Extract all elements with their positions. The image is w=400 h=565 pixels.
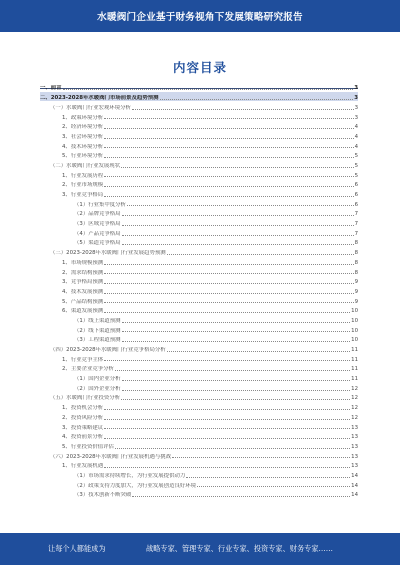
toc-dot-leader	[104, 118, 353, 119]
toc-entry-title: （三）2023-2028年水暖阀门行业发展趋势预测	[50, 250, 166, 257]
toc-entry-page: 3	[354, 95, 358, 102]
toc-entry-page: 12	[351, 414, 358, 421]
toc-entry[interactable]	[40, 392, 358, 402]
toc-entry[interactable]	[40, 121, 358, 131]
toc-dot-leader	[121, 399, 350, 400]
toc-dot-leader	[127, 205, 354, 206]
toc-entry-title: 1、行业发展机遇	[62, 463, 104, 470]
toc-entry-title: （二）水暖阀门行业发展现状	[50, 162, 121, 169]
toc-dot-leader	[121, 167, 353, 168]
toc-entry[interactable]	[40, 489, 358, 499]
toc-entry[interactable]	[40, 315, 358, 325]
toc-entry-page: 4	[354, 133, 358, 140]
toc-entry-page: 5	[354, 153, 358, 160]
toc-dot-leader	[122, 225, 354, 226]
toc-entry-page: 14	[351, 482, 358, 489]
toc-entry[interactable]	[40, 450, 358, 460]
toc-entry-title: 二、2023-2028年水暖阀门市场前景及趋势预测	[40, 95, 159, 102]
toc-dot-leader	[132, 496, 350, 497]
toc-entry-page: 13	[351, 424, 358, 431]
toc-entry[interactable]	[40, 479, 358, 489]
toc-entry[interactable]	[40, 353, 358, 363]
toc-dot-leader	[160, 99, 354, 100]
toc-entry[interactable]	[40, 92, 358, 102]
toc-entry[interactable]	[40, 305, 358, 315]
toc-entry[interactable]	[40, 344, 358, 354]
toc-entry-page: 13	[351, 453, 358, 460]
toc-dot-leader	[122, 380, 351, 381]
toc-dot-leader	[122, 341, 351, 342]
toc-entry[interactable]	[40, 189, 358, 199]
toc-entry[interactable]	[40, 295, 358, 305]
toc-entry-title: （2）品牌竞争格局	[74, 211, 121, 218]
toc-entry[interactable]	[40, 334, 358, 344]
toc-entry-page: 7	[354, 230, 358, 237]
toc-entry-title: 3、竞争格局预测	[62, 279, 104, 286]
toc-dot-leader	[132, 109, 354, 110]
toc-entry[interactable]	[40, 276, 358, 286]
toc-entry[interactable]	[40, 160, 358, 170]
toc-entry-title: 5、行业投资价值评估	[62, 443, 114, 450]
toc-entry-page: 9	[354, 279, 358, 286]
toc-entry[interactable]	[40, 237, 358, 247]
toc-entry-page: 6	[354, 192, 358, 199]
toc-entry[interactable]	[40, 247, 358, 257]
toc-entry-page: 10	[351, 308, 358, 315]
toc-entry-page: 9	[354, 298, 358, 305]
toc-entry-title: （3）区域竞争格局	[74, 221, 121, 228]
toc-entry-page: 9	[354, 288, 358, 295]
toc-entry[interactable]	[40, 382, 358, 392]
toc-entry[interactable]	[40, 169, 358, 179]
toc-entry-title: 2、投资风险分析	[62, 414, 104, 421]
toc-entry[interactable]	[40, 150, 358, 160]
toc-entry-page: 14	[351, 472, 358, 479]
toc-entry[interactable]	[40, 440, 358, 450]
toc-entry-page: 3	[354, 104, 358, 111]
report-header	[0, 0, 400, 32]
toc-entry-page: 8	[354, 250, 358, 257]
toc-dot-leader	[104, 273, 353, 274]
footer-slogan-right: 战略专家、管理专家、行业专家、投资专家、财务专家……	[146, 544, 333, 553]
toc-entry-page: 3	[354, 85, 358, 92]
toc-entry-title: （1）国内企业分析	[74, 376, 121, 383]
toc-dot-leader	[104, 419, 350, 420]
toc-entry-title: （四）2023-2028年水暖阀门行业竞争格局分析	[50, 347, 166, 354]
toc-entry-title: （2）线下渠道预测	[74, 327, 121, 334]
toc-dot-leader	[104, 467, 350, 468]
toc-entry[interactable]	[40, 256, 358, 266]
toc-entry-page: 5	[354, 172, 358, 179]
toc-entry-page: 13	[351, 443, 358, 450]
toc-entry-title: 1、行业竞争主体	[62, 356, 104, 363]
toc-entry[interactable]	[40, 179, 358, 189]
toc-entry[interactable]	[40, 470, 358, 480]
toc-entry-page: 11	[351, 366, 358, 373]
toc-entry-page: 8	[354, 259, 358, 266]
toc-dot-leader	[122, 322, 351, 323]
toc-entry[interactable]	[40, 460, 358, 470]
toc-dot-leader	[104, 360, 350, 361]
toc-entry[interactable]	[40, 82, 358, 92]
toc-dot-leader	[122, 215, 354, 216]
report-title: 水暖阀门企业基于财务视角下发展策略研究报告	[97, 12, 303, 23]
toc-entry-title: （一）水暖阀门行业宏观环境分析	[50, 104, 131, 111]
toc-entry-title: （六）2023-2028年水暖阀门行业发展机遇与挑战	[50, 453, 172, 460]
toc-entry-title: 3、社会环境分析	[62, 133, 104, 140]
toc-entry-title: 2、需求结构预测	[62, 269, 104, 276]
toc-entry-page: 4	[354, 124, 358, 131]
toc-entry[interactable]	[40, 373, 358, 383]
toc-entry-title: 1、行业发展历程	[62, 172, 104, 179]
toc-entry-title: （五）水暖阀门行业投资分析	[50, 395, 121, 402]
toc-entry-title: （4）产品竞争格局	[74, 230, 121, 237]
toc-entry-page: 5	[354, 162, 358, 169]
toc-entry-page: 11	[351, 376, 358, 383]
toc-entry-title: （1）市场需求持续增长，为行业发展提供动力	[74, 472, 186, 479]
toc-entry-page: 7	[354, 221, 358, 228]
toc-entry[interactable]	[40, 324, 358, 334]
toc-entry-title: （1）行业集中度分析	[74, 201, 126, 208]
table-of-contents	[40, 82, 358, 499]
toc-entry[interactable]	[40, 208, 358, 218]
toc-dot-leader	[104, 157, 353, 158]
toc-dot-leader	[104, 128, 353, 129]
toc-entry-title: 2、行业市场规模	[62, 182, 104, 189]
toc-entry[interactable]	[40, 402, 358, 412]
toc-entry[interactable]	[40, 218, 358, 228]
toc-entry-title: 6、渠道发展预测	[62, 308, 104, 315]
toc-dot-leader	[104, 283, 353, 284]
toc-dot-leader	[63, 89, 354, 90]
toc-entry[interactable]	[40, 101, 358, 111]
toc-entry-page: 14	[351, 492, 358, 499]
toc-entry-title: 5、行业环境分析	[62, 153, 104, 160]
toc-dot-leader	[122, 235, 354, 236]
toc-dot-leader	[115, 448, 350, 449]
toc-entry-page: 12	[351, 395, 358, 402]
toc-entry-page: 13	[351, 463, 358, 470]
toc-entry-title: 1、政策环境分析	[62, 114, 104, 121]
toc-entry-title: （5）渠道竞争格局	[74, 240, 121, 247]
toc-entry-page: 8	[354, 240, 358, 247]
toc-entry[interactable]	[40, 140, 358, 150]
toc-dot-leader	[104, 186, 353, 187]
toc-entry-page: 11	[351, 347, 358, 354]
toc-entry-title: （2）政策支持力度加大，为行业发展创造良好环境	[74, 482, 197, 489]
toc-dot-leader	[104, 438, 350, 439]
toc-entry-title: 3、投资策略建议	[62, 424, 104, 431]
toc-entry[interactable]	[40, 266, 358, 276]
toc-entry[interactable]	[40, 111, 358, 121]
toc-entry-title: 4、技术发展预测	[62, 288, 104, 295]
toc-entry[interactable]	[40, 411, 358, 421]
toc-dot-leader	[197, 486, 350, 487]
toc-entry[interactable]	[40, 130, 358, 140]
toc-entry[interactable]	[40, 363, 358, 373]
toc-dot-leader	[104, 147, 353, 148]
toc-entry-title: 3、行业竞争格局	[62, 192, 104, 199]
toc-entry-title: 4、技术环境分析	[62, 143, 104, 150]
toc-entry-page: 8	[354, 269, 358, 276]
toc-entry-page: 6	[354, 182, 358, 189]
toc-dot-leader	[104, 302, 353, 303]
toc-entry-page: 10	[351, 337, 358, 344]
toc-entry-title: （3）技术创新不断突破	[74, 492, 132, 499]
toc-dot-leader	[104, 196, 353, 197]
toc-entry-title: 2、主要企业竞争分析	[62, 366, 114, 373]
toc-entry-page: 13	[351, 434, 358, 441]
toc-entry-title: 4、投资前景分析	[62, 434, 104, 441]
toc-entry-page: 10	[351, 327, 358, 334]
toc-entry-title: （1）线上渠道预测	[74, 317, 121, 324]
toc-dot-leader	[167, 254, 354, 255]
toc-entry-page: 10	[351, 317, 358, 324]
toc-entry-title: （3）工程渠道预测	[74, 337, 121, 344]
toc-entry-title: 5、产品结构预测	[62, 298, 104, 305]
toc-dot-leader	[104, 264, 353, 265]
toc-dot-leader	[167, 351, 351, 352]
toc-entry[interactable]	[40, 198, 358, 208]
toc-entry[interactable]	[40, 285, 358, 295]
toc-entry-title: （2）国外企业分析	[74, 385, 121, 392]
toc-entry[interactable]	[40, 421, 358, 431]
toc-entry-page: 6	[354, 201, 358, 208]
report-footer	[0, 533, 400, 565]
toc-dot-leader	[186, 477, 350, 478]
toc-entry-page: 12	[351, 385, 358, 392]
toc-entry-page: 4	[354, 143, 358, 150]
toc-heading: 内容目录	[172, 60, 227, 75]
toc-dot-leader	[115, 370, 350, 371]
toc-dot-leader	[104, 409, 350, 410]
toc-entry-title: 1、市场规模预测	[62, 259, 104, 266]
toc-dot-leader	[122, 390, 351, 391]
toc-entry-title: 1、投资机会分析	[62, 405, 104, 412]
footer-slogan-left: 让每个人都能成为	[48, 544, 106, 553]
toc-entry-page: 12	[351, 405, 358, 412]
toc-entry-page: 11	[351, 356, 358, 363]
toc-entry[interactable]	[40, 431, 358, 441]
toc-entry-title: 2、经济环境分析	[62, 124, 104, 131]
toc-dot-leader	[104, 312, 350, 313]
toc-dot-leader	[104, 138, 353, 139]
toc-dot-leader	[104, 428, 350, 429]
toc-entry-page: 7	[354, 211, 358, 218]
toc-entry-title: 一、前言	[40, 85, 62, 92]
toc-dot-leader	[122, 244, 354, 245]
toc-dot-leader	[104, 293, 353, 294]
toc-dot-leader	[172, 457, 350, 458]
toc-entry-page: 3	[354, 114, 358, 121]
toc-dot-leader	[122, 331, 351, 332]
toc-entry[interactable]	[40, 227, 358, 237]
toc-dot-leader	[104, 176, 353, 177]
